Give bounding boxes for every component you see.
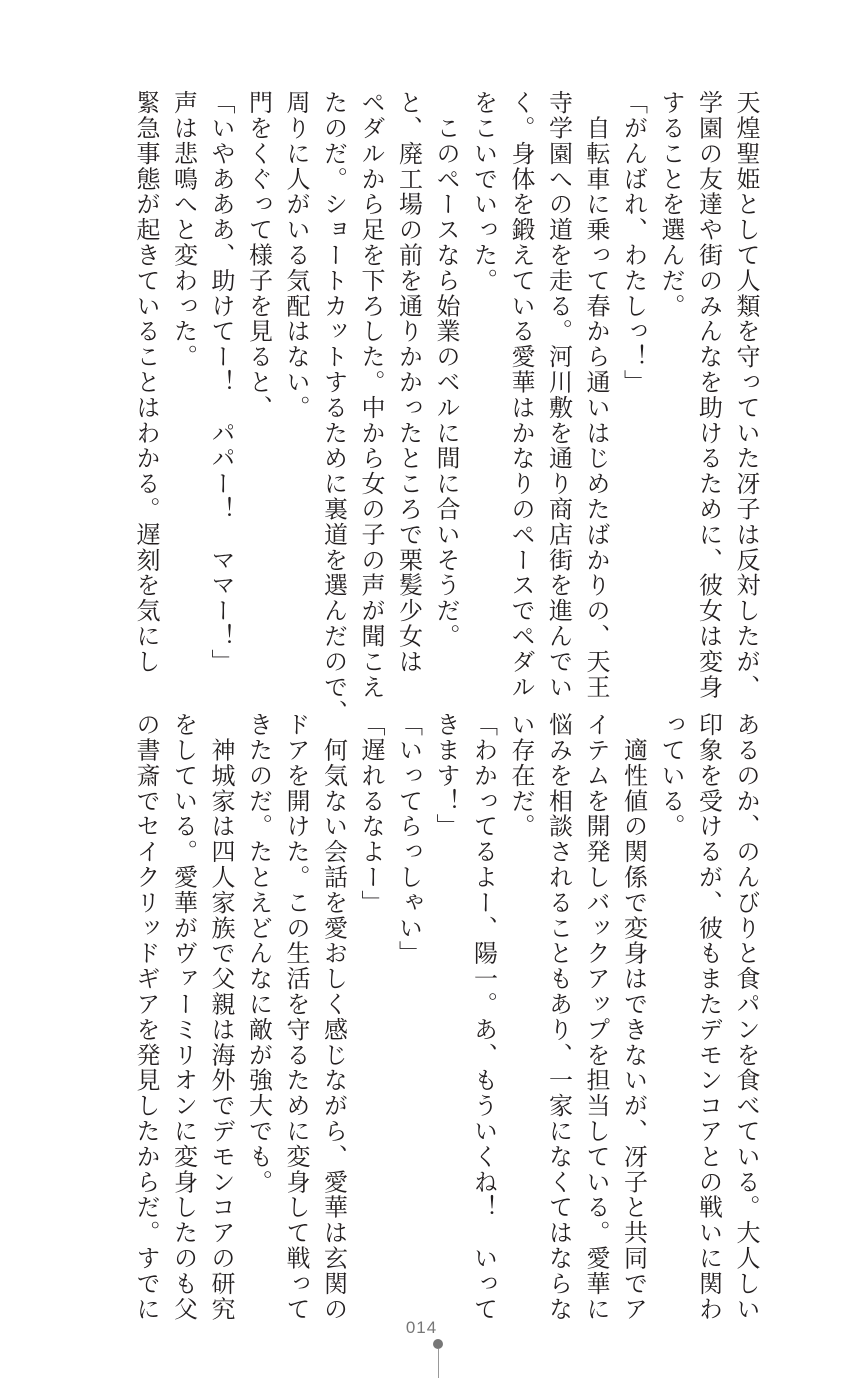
text-column: 天煌聖姫として人類を守っていた冴子は反対したが、: [732, 90, 760, 700]
text-column: っている。: [657, 712, 685, 839]
text-column: たのだ。ショートカットするために裏道を選んだので、: [319, 90, 348, 725]
text-column: 適性値の関係で変身はできないが、冴子と共同でア: [619, 712, 648, 1322]
text-column: 悩みを相談されることもあり、一家になくてはならな: [544, 712, 573, 1322]
text-column: 「わかってるよー、陽一。あ、もういくね！ いって: [469, 712, 498, 1322]
text-column: イテムを開発しバックアップを担当している。愛華に: [582, 712, 610, 1322]
page-marker-line: [438, 1349, 439, 1378]
text-column: 周りに人がいる気配はない。: [282, 90, 310, 421]
text-column: 緊急事態が起きていることはわかる。遅刻を気にし: [132, 90, 160, 675]
text-column: あるのか、のんびりと食パンを食べている。大人しい: [732, 712, 760, 1322]
text-block-lower: [112, 712, 760, 1322]
text-column: 「遅れるなよー」: [357, 712, 385, 916]
page-marker-dot: [433, 1339, 443, 1349]
text-column: の書斎でセイクリッドギアを発見したからだ。すでに: [132, 712, 160, 1322]
text-column: と、廃工場の前を通りかかったところで栗髪少女は: [394, 90, 423, 675]
text-column: 寺学園への道を走る。河川敷を通り商店街を進んでい: [544, 90, 573, 700]
text-column: このペースなら始業のベルに間に合いそうだ。: [432, 90, 460, 649]
text-column: ペダルから足を下ろした。中から女の子の声が聞こえ: [357, 90, 385, 700]
text-column: することを選んだ。: [657, 90, 685, 319]
text-column: 「いってらっしゃい」: [394, 712, 423, 966]
text-column: 神城家は四人家族で父親は海外でデモンコアの研究: [207, 712, 235, 1322]
text-block-upper: [112, 90, 760, 725]
text-column: 印象を受けるが、彼もまたデモンコアとの戦いに関わ: [694, 712, 723, 1322]
page-marker-icon: [433, 1339, 443, 1378]
text-column: をしている。愛華がヴァーミリオンに変身したのも父: [169, 712, 198, 1322]
text-column: い存在だ。: [507, 712, 535, 839]
text-column: 「いやあああ、助けてー！ パパー！ ママー！」: [207, 90, 235, 675]
text-column: 門をくぐって様子を見ると、: [244, 90, 273, 421]
text-column: をこいでいった。: [469, 90, 498, 294]
text-column: ドアを開けた。この生活を守るために変身して戦って: [282, 712, 310, 1322]
page-number: 014: [405, 1318, 438, 1337]
text-column: 何気ない会話を愛おしく感じながら、愛華は玄関の: [319, 712, 348, 1322]
text-column: 学園の友達や街のみんなを助けるために、彼女は変身: [694, 90, 723, 700]
text-column: く。身体を鍛えている愛華はかなりのペースでペダル: [507, 90, 535, 700]
text-column: きたのだ。たとえどんなに敵が強大でも。: [244, 712, 273, 1195]
text-column: 自転車に乗って春から通いはじめたばかりの、天王: [582, 90, 610, 700]
text-column: 声は悲鳴へと変わった。: [169, 90, 198, 370]
text-column: 「がんばれ、わたしっ！」: [619, 90, 648, 395]
text-column: きます！」: [432, 712, 460, 839]
